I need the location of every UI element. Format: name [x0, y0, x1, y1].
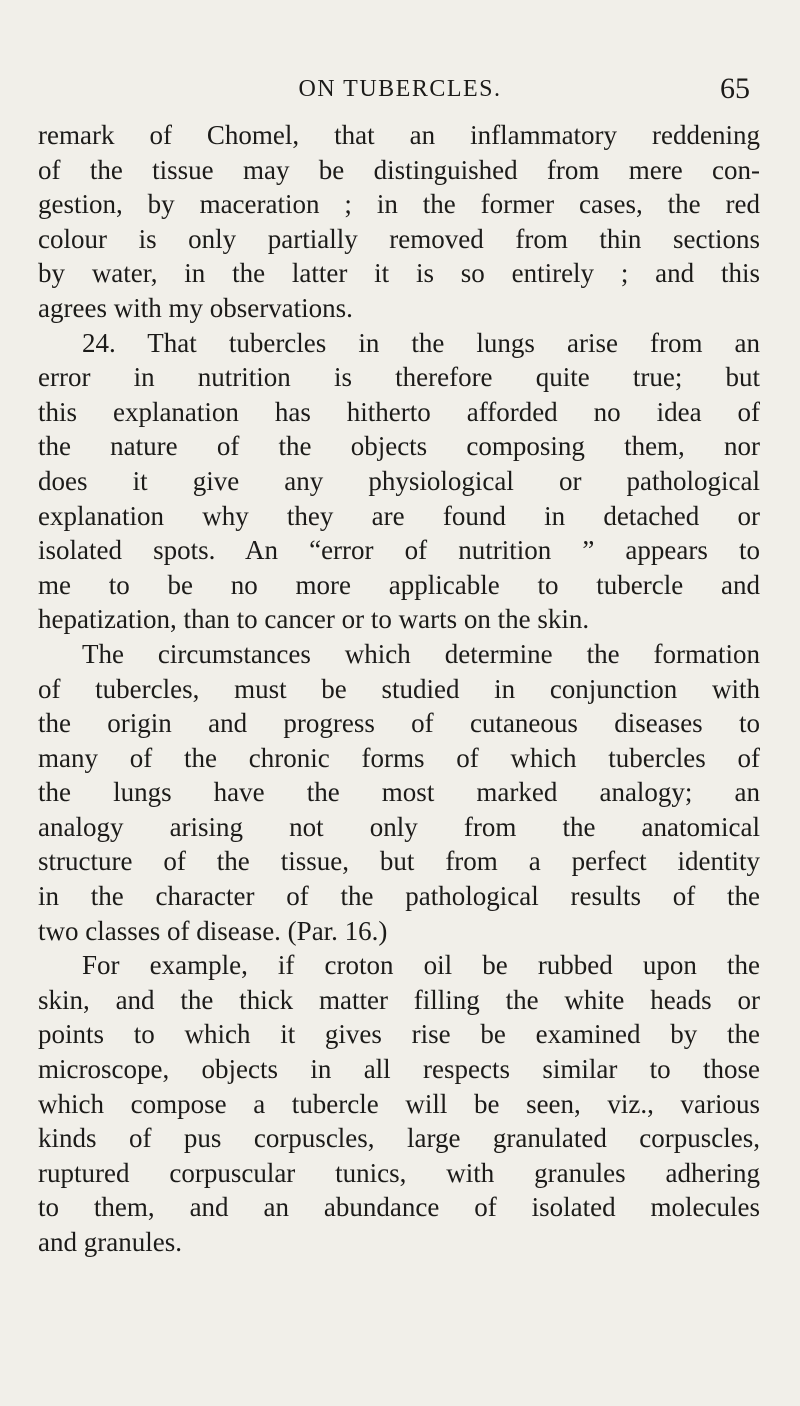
- text-line: in the character of the pathological results of the: [38, 881, 760, 912]
- text-line: isolated spots. An “error of nutrition ” appears to: [38, 535, 760, 566]
- text-line: hepatization, than to cancer or to warts on the skin.: [38, 604, 590, 635]
- paragraph-start-line: 24. That tubercles in the lungs arise from an: [82, 327, 760, 358]
- body-text: [38, 118, 760, 1260]
- text-line: to them, and an abundance of isolated molecules: [38, 1192, 760, 1223]
- running-title: ON TUBERCLES.: [298, 76, 502, 102]
- text-line: which compose a tubercle will be seen, viz., various: [38, 1088, 760, 1119]
- text-line: structure of the tissue, but from a perfect identity: [38, 846, 760, 877]
- text-line: explanation why they are found in detached or: [38, 500, 760, 531]
- text-line: ruptured corpuscular tunics, with granules adhering: [38, 1157, 760, 1188]
- paragraph-start-line: For example, if croton oil be rubbed upon the: [82, 950, 760, 981]
- text-line: colour is only partially removed from thin sections: [38, 223, 760, 254]
- text-line: remark of Chomel, that an inflammatory reddening: [38, 120, 760, 150]
- text-line: kinds of pus corpuscles, large granulated corpuscles,: [38, 1123, 760, 1154]
- text-line: agrees with my observations.: [38, 292, 353, 323]
- text-line: of tubercles, must be studied in conjunction with: [38, 673, 760, 704]
- text-line: of the tissue may be distinguished from mere con-: [38, 154, 760, 185]
- text-line: the lungs have the most marked analogy; an: [38, 777, 760, 808]
- paragraph-start-line: The circumstances which determine the formation: [82, 638, 760, 669]
- text-line: the origin and progress of cutaneous diseases to: [38, 708, 760, 739]
- text-line: skin, and the thick matter filling the white heads or: [38, 984, 760, 1015]
- text-line: the nature of the objects composing them, nor: [38, 431, 760, 462]
- text-line: many of the chronic forms of which tubercles of: [38, 742, 760, 773]
- text-line: gestion, by maceration ; in the former cases, the red: [38, 189, 760, 220]
- text-line: by water, in the latter it is so entirely ; and this: [38, 258, 760, 289]
- text-line: does it give any physiological or pathological: [38, 465, 760, 496]
- running-head: [0, 72, 800, 112]
- text-line: and granules.: [38, 1227, 182, 1257]
- text-line: me to be no more applicable to tubercle and: [38, 569, 760, 600]
- text-line: error in nutrition is therefore quite true; but: [38, 362, 760, 393]
- text-line: two classes of disease. (Par. 16.): [38, 915, 388, 946]
- page-number: 65: [720, 72, 750, 105]
- text-line: points to which it gives rise be examined by the: [38, 1019, 760, 1050]
- text-line: analogy arising not only from the anatomical: [38, 811, 760, 842]
- text-line: microscope, objects in all respects similar to those: [38, 1054, 760, 1085]
- text-line: this explanation has hitherto afforded no idea of: [38, 396, 760, 427]
